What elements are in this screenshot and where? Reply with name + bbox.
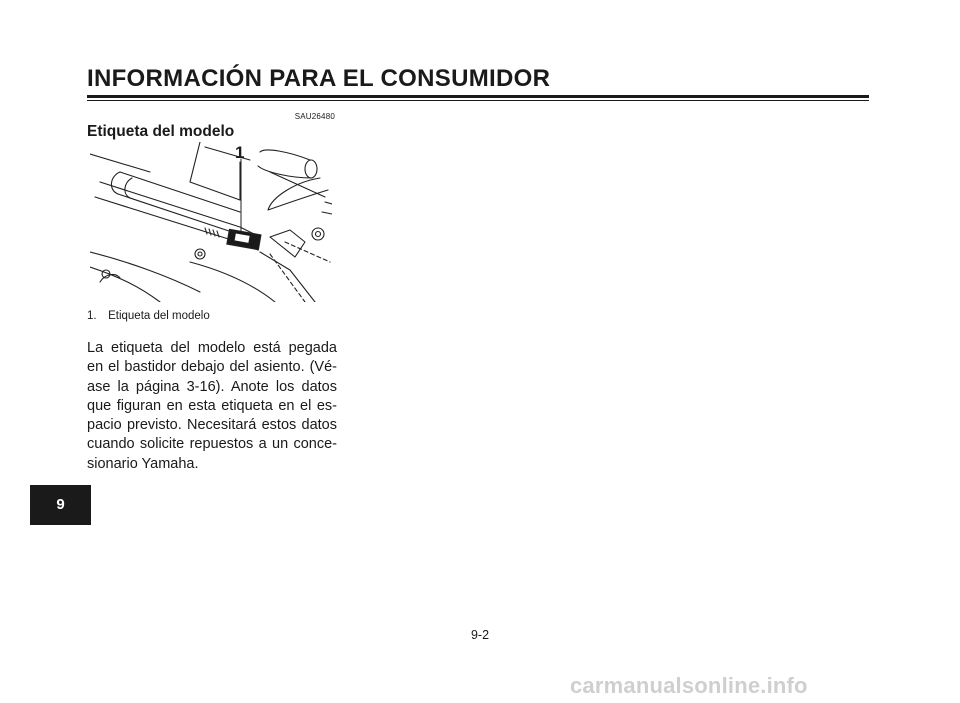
- body-line: en el bastidor debajo del asiento. (Vé-: [87, 359, 337, 376]
- body-line: cuando solicite repuestos a un conce-: [87, 436, 337, 453]
- body-line: La etiqueta del modelo está pegada: [87, 340, 337, 356]
- header-rule-thick: [87, 95, 869, 98]
- page-number: 9-2: [470, 628, 490, 642]
- section-heading: Etiqueta del modelo: [87, 123, 235, 140]
- header-rule-thin: [87, 100, 869, 101]
- model-label-illustration: [90, 142, 332, 302]
- chapter-tab: 9: [30, 485, 91, 525]
- body-line: sionario Yamaha.: [87, 455, 199, 472]
- body-line: que figuran en esta etiqueta en el es-: [87, 397, 337, 414]
- callout-number: 1: [235, 143, 245, 162]
- body-paragraph: [87, 339, 337, 474]
- section-code: SAU26480: [294, 112, 335, 121]
- watermark: carmanualsonline.info: [570, 673, 808, 698]
- page-title: INFORMACIÓN PARA EL CONSUMIDOR: [87, 65, 551, 92]
- body-line: pacio previsto. Necesitará estos datos: [87, 417, 337, 434]
- body-line: ase la página 3-16). Anote los datos: [87, 378, 337, 395]
- figure-caption: 1. Etiqueta del modelo: [87, 310, 210, 322]
